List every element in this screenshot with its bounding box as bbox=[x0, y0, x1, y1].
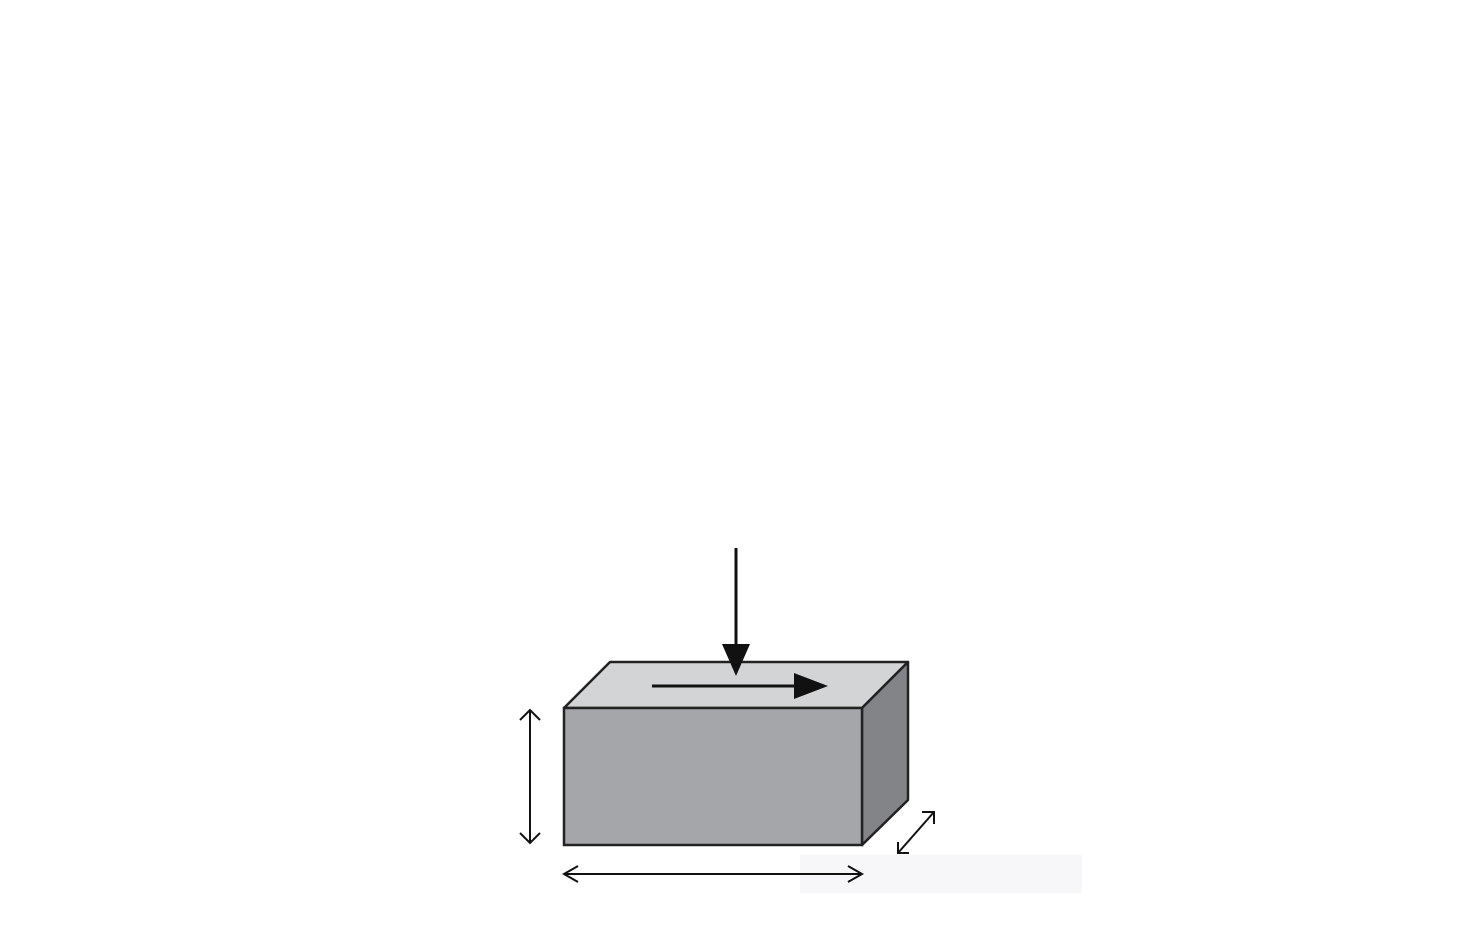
normal-force-arrow bbox=[722, 548, 750, 676]
height-dimension-arrow bbox=[520, 710, 540, 843]
length-dimension-arrow bbox=[564, 866, 862, 882]
box-front-face bbox=[564, 708, 862, 845]
depth-dimension-arrow bbox=[898, 812, 934, 853]
